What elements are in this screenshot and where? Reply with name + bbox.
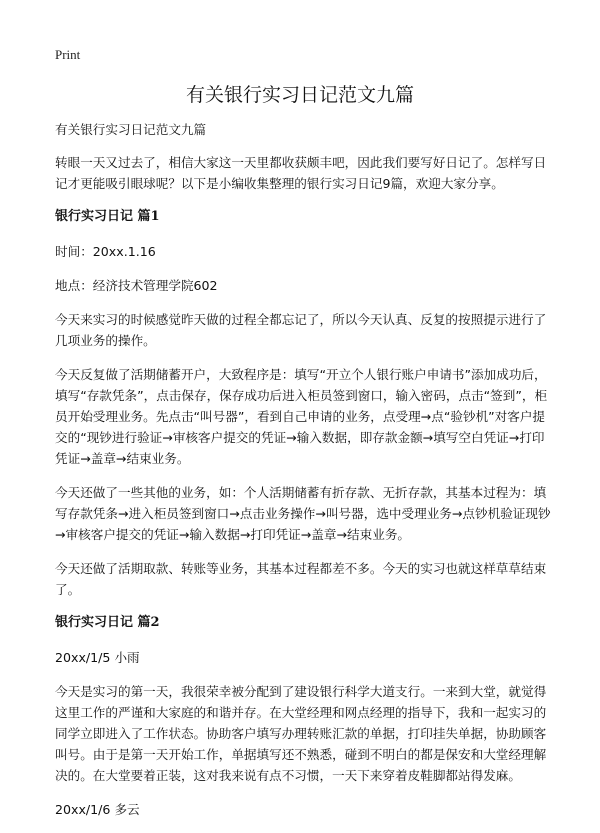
section1-paragraph-4: 今天还做了活期取款、转账等业务，其基本过程都差不多。今天的实习也就这样草草结束了。 [55, 561, 547, 597]
section1-place: 地点：经济技术管理学院602 [55, 278, 218, 293]
print-link[interactable]: Print [55, 47, 81, 62]
section2-date-1: 20xx/1/5 小雨 [55, 650, 140, 665]
section1-heading: 银行实习日记 篇1 [55, 209, 160, 224]
intro-paragraph: 转眼一天又过去了，相信大家这一天里都收获颇丰吧，因此我们要写好日记了。怎样写日记才更能吸引眼球呢？以下是小编收集整理的银行实习日记9篇，欢迎大家分享。 [55, 155, 547, 191]
section1-paragraph-3: 今天还做了一些其他的业务，如：个人活期储蓄有折存款、无折存款，其基本过程为：填写存款凭条→进入柜员签到窗口→点击业务操作→叫号器，选中受理业务→点钞机验证现钞→审核客户提交的凭证→输入数据→打印凭证→盖章→结束业务。 [55, 485, 551, 542]
document-subtitle: 有关银行实习日记范文九篇 [55, 122, 207, 137]
section1-time: 时间：20xx.1.16 [55, 244, 156, 259]
document-title: 有关银行实习日记范文九篇 [185, 84, 414, 106]
section2-heading: 银行实习日记 篇2 [55, 615, 160, 630]
document-body [55, 119, 553, 833]
section1-paragraph-1: 今天来实习的时候感觉昨天做的过程全都忘记了，所以今天认真、反复的按照提示进行了几项业务的操作。 [55, 312, 547, 348]
section2-date-2: 20xx/1/6 多云 [55, 802, 140, 817]
section2-paragraph-1: 今天是实习的第一天，我很荣幸被分配到了建设银行科学大道支行。一来到大堂，就觉得这里工作的严谨和大家庭的和谐并存。在大堂经理和网点经理的指导下，我和一起实习的同学立即进入了工作状态。协助客户填写办理转账汇款的单据，打印挂失单据，协助顾客叫号。由于是第一天开始工作，单据填写还不熟悉，碰到不明白的都是保安和大堂经理解决的。在大堂要着正装，这对我来说有点不习惯，一天下来穿着皮鞋脚都站得发麻。 [55, 684, 547, 783]
section1-paragraph-2: 今天反复做了活期储蓄开户，大致程序是：填写“开立个人银行账户申请书”添加成功后，填写“存款凭条”，点击保存，保存成功后进入柜员签到窗口，输入密码，点击“签到”，柜员开始受理业务。先点击“叫号器”，看到自己申请的业务，点受理→点“验钞机”对客户提交的“现钞进行验证→审核客户提交的凭证→输入数据，即存款金额→填写空白凭证→打印凭证→盖章→结束业务。 [55, 367, 548, 466]
